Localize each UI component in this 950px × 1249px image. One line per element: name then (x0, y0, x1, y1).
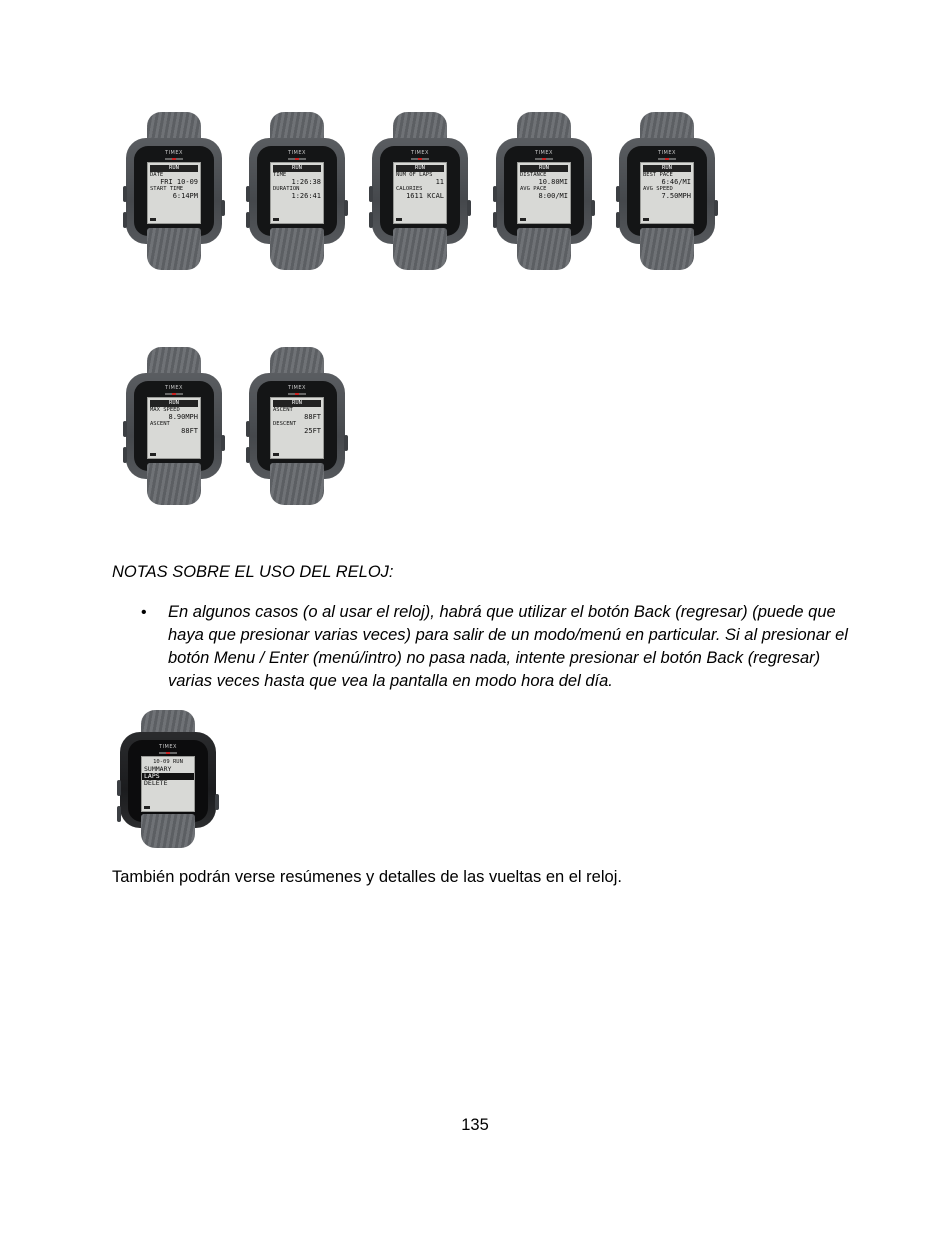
battery-icon (273, 453, 279, 456)
screen-label: AVG PACE (520, 186, 547, 192)
watch-screen (517, 162, 571, 224)
screen-value: 1:26:38 (291, 178, 321, 186)
watch-brand: TIMEX (288, 150, 306, 156)
screen-label: DATE (150, 172, 164, 178)
screen-value: 6:46/MI (661, 178, 691, 186)
screen-header: RUN (273, 165, 321, 172)
menu-item-delete: DELETE (144, 779, 168, 787)
battery-icon (396, 218, 402, 221)
watch-screen (270, 397, 324, 459)
screen-value: 8.90MPH (168, 413, 198, 421)
screen-label: TIME (273, 172, 287, 178)
screen-label: AVG SPEED (643, 186, 673, 192)
bullet-icon: • (141, 604, 147, 621)
screen-value: 88FT (304, 413, 321, 421)
menu-item-laps: LAPS (142, 773, 194, 780)
watch-brand: TIMEX (658, 150, 676, 156)
screen-value: 6:14PM (172, 192, 198, 200)
screen-value: 11 (435, 178, 444, 186)
screen-value: FRI 10-09 (160, 178, 198, 186)
screen-label: ASCENT (150, 421, 170, 427)
watch-screen (147, 162, 201, 224)
screen-header: RUN (520, 165, 568, 172)
watch-brand: TIMEX (165, 150, 183, 156)
watch-screen (141, 756, 195, 812)
watch-brand: TIMEX (411, 150, 429, 156)
section-heading: NOTAS SOBRE EL USO DEL RELOJ: (112, 563, 394, 581)
screen-label: CALORIES (396, 186, 423, 192)
screen-label: DISTANCE (520, 172, 547, 178)
watch-summary-distance (496, 112, 592, 270)
battery-icon (150, 453, 156, 456)
watch-brand: TIMEX (165, 385, 183, 391)
screen-header: RUN (396, 165, 444, 172)
screen-value: 1:26:41 (291, 192, 321, 200)
battery-icon (273, 218, 279, 221)
watch-screen (640, 162, 694, 224)
menu-item-summary: SUMMARY (144, 765, 172, 773)
screen-header: RUN (150, 400, 198, 407)
screen-label: BEST PACE (643, 172, 673, 178)
watch-brand: TIMEX (535, 150, 553, 156)
screen-value: 25FT (304, 427, 321, 435)
screen-header: RUN (643, 165, 691, 172)
screen-value: 8:00/MI (538, 192, 568, 200)
battery-icon (144, 806, 150, 809)
bullet-text: En algunos casos (o al usar el reloj), habrá que utilizar el botón Back (regresar) (puede que haya que presionar varias veces) para salir de un modo/menú en particular. Si al presionar el botón Menu / Enter (menú/intro) no pasa nada, intente presionar el botón Back (regresar) varias veces hasta que vea la pantalla en modo hora del día. (168, 603, 848, 690)
screen-label: DURATION (273, 186, 300, 192)
screen-header: 10-09 RUN (153, 759, 183, 765)
screen-header: RUN (273, 400, 321, 407)
battery-icon (150, 218, 156, 221)
screen-label: START TIME (150, 186, 184, 192)
watch-brand: TIMEX (288, 385, 306, 391)
screen-label: DESCENT (273, 421, 297, 427)
watch-summary-time (249, 112, 345, 270)
watch-summary-pace (619, 112, 715, 270)
watch-summary-elevation (249, 347, 345, 505)
watch-summary-date (126, 112, 222, 270)
page-number: 135 (461, 1116, 489, 1134)
watch-summary-laps (372, 112, 468, 270)
watch-screen (147, 397, 201, 459)
screen-label: MAX SPEED (150, 407, 180, 413)
body-paragraph: También podrán verse resúmenes y detalles de las vueltas en el reloj. (112, 868, 622, 886)
battery-icon (520, 218, 526, 221)
battery-icon (643, 218, 649, 221)
watch-screen (270, 162, 324, 224)
screen-value: 7.50MPH (661, 192, 691, 200)
screen-header: RUN (150, 165, 198, 172)
watch-screen (393, 162, 447, 224)
watch-summary-speed (126, 347, 222, 505)
watch-brand: TIMEX (159, 744, 177, 750)
screen-value: 88FT (181, 427, 198, 435)
watch-run-menu (120, 710, 216, 848)
screen-label: ASCENT (273, 407, 293, 413)
screen-label: NUM OF LAPS (396, 172, 433, 178)
screen-value: 1611 KCAL (406, 192, 444, 200)
screen-value: 10.80MI (538, 178, 568, 186)
